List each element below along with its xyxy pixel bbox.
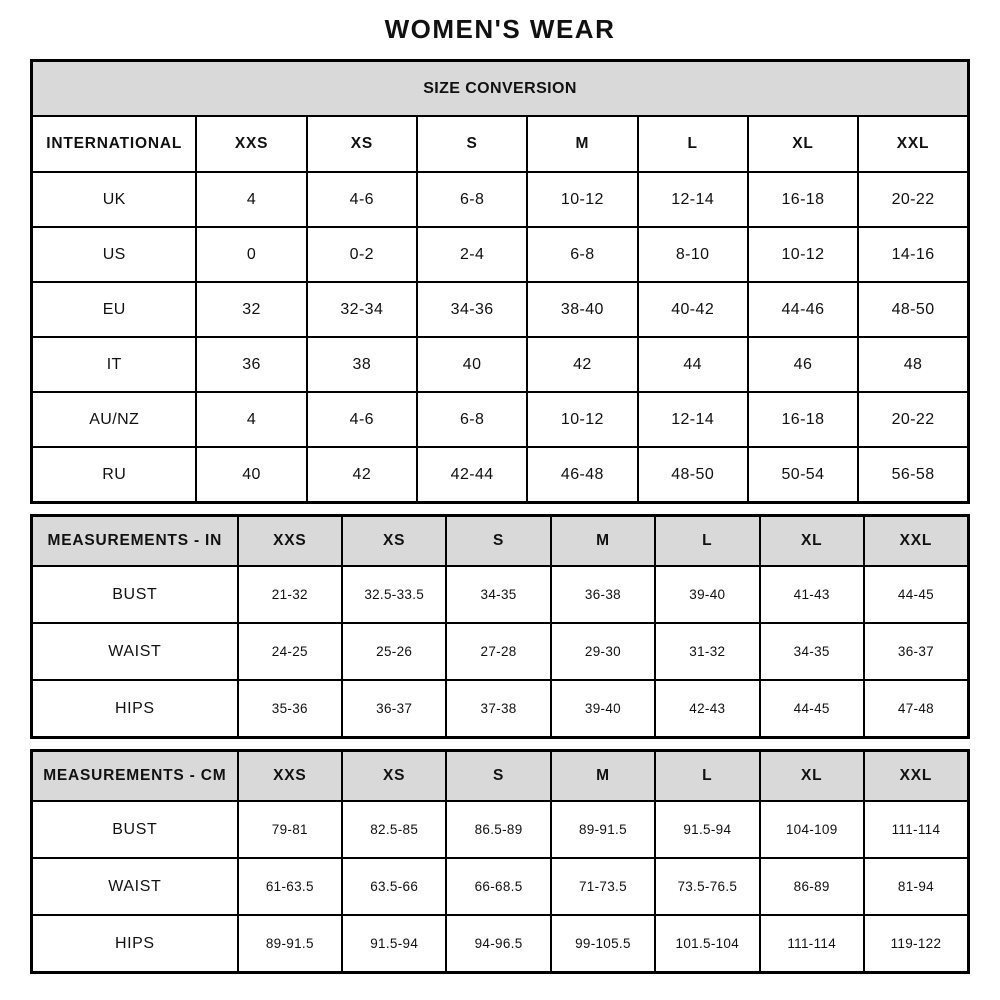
size-header-xl: XL [748,116,858,172]
table-cell: 36-37 [342,680,446,738]
table-cell: 104-109 [760,801,864,858]
table-cell: 10-12 [748,227,858,282]
row-label-bust: BUST [32,801,238,858]
table-cell: 101.5-104 [655,915,759,973]
table-cell: 4-6 [307,392,417,447]
table-cell: 39-40 [655,566,759,623]
table-cell: 40 [417,337,527,392]
table-cell: 40 [196,447,306,503]
table-cell: 61-63.5 [238,858,342,915]
table-cell: 48-50 [638,447,748,503]
table-caption-row [32,61,969,117]
table-row-hips [32,680,969,738]
table-cell: 4 [196,172,306,227]
table-header-row [32,116,969,172]
row-label-us: US [32,227,197,282]
size-header-m: M [527,116,637,172]
table-cell: 36 [196,337,306,392]
measurements-in-table [30,514,970,739]
table-cell: 4-6 [307,172,417,227]
size-header-xl: XL [760,751,864,802]
table-cell: 111-114 [864,801,969,858]
table-cell: 46 [748,337,858,392]
size-header-m: M [551,751,655,802]
table-cell: 42-43 [655,680,759,738]
row-label-aunz: AU/NZ [32,392,197,447]
row-label-waist: WAIST [32,858,238,915]
row-label-hips: HIPS [32,680,238,738]
table-cell: 0-2 [307,227,417,282]
table-cell: 2-4 [417,227,527,282]
row-label-hips: HIPS [32,915,238,973]
table-cell: 16-18 [748,172,858,227]
table-cell: 82.5-85 [342,801,446,858]
table-cell: 27-28 [446,623,550,680]
size-header-xxl: XXL [858,116,968,172]
size-header-xxs: XXS [238,516,342,567]
table-cell: 36-37 [864,623,969,680]
table-cell: 39-40 [551,680,655,738]
table-cell: 81-94 [864,858,969,915]
table-cell: 91.5-94 [655,801,759,858]
table-cell: 37-38 [446,680,550,738]
row-label-ru: RU [32,447,197,503]
table-cell: 20-22 [858,392,968,447]
table-cell: 111-114 [760,915,864,973]
size-header-s: S [446,516,550,567]
table-cell: 16-18 [748,392,858,447]
table-cell: 34-35 [760,623,864,680]
table-cell: 24-25 [238,623,342,680]
table-cell: 73.5-76.5 [655,858,759,915]
table-cell: 32-34 [307,282,417,337]
table-cell: 32.5-33.5 [342,566,446,623]
size-header-xxs: XXS [196,116,306,172]
row-label-bust: BUST [32,566,238,623]
table-cell: 6-8 [417,392,527,447]
size-conversion-title: SIZE CONVERSION [32,61,969,117]
table-cell: 48-50 [858,282,968,337]
table-cell: 99-105.5 [551,915,655,973]
table-cell: 12-14 [638,392,748,447]
size-conversion-table [30,59,970,504]
table-header-row [32,516,969,567]
table-cell: 56-58 [858,447,968,503]
size-header-l: L [655,516,759,567]
table-cell: 42-44 [417,447,527,503]
table-cell: 41-43 [760,566,864,623]
table-cell: 10-12 [527,172,637,227]
table-header-row [32,751,969,802]
size-header-s: S [446,751,550,802]
size-header-m: M [551,516,655,567]
size-header-xs: XS [342,751,446,802]
table-cell: 25-26 [342,623,446,680]
table-cell: 10-12 [527,392,637,447]
measurements-cm-title: MEASUREMENTS - CM [32,751,238,802]
table-row-us [32,227,969,282]
table-row-waist [32,858,969,915]
table-cell: 42 [527,337,637,392]
table-cell: 86-89 [760,858,864,915]
table-cell: 36-38 [551,566,655,623]
table-cell: 50-54 [748,447,858,503]
table-row-waist [32,623,969,680]
table-cell: 91.5-94 [342,915,446,973]
table-cell: 44-45 [760,680,864,738]
size-header-xxs: XXS [238,751,342,802]
size-header-xxl: XXL [864,516,969,567]
table-cell: 20-22 [858,172,968,227]
size-header-xl: XL [760,516,864,567]
table-cell: 94-96.5 [446,915,550,973]
table-cell: 12-14 [638,172,748,227]
table-cell: 44-46 [748,282,858,337]
table-cell: 71-73.5 [551,858,655,915]
table-cell: 34-35 [446,566,550,623]
table-cell: 79-81 [238,801,342,858]
size-header-s: S [417,116,527,172]
size-header-l: L [638,116,748,172]
table-row-ru [32,447,969,503]
row-label-eu: EU [32,282,197,337]
table-cell: 40-42 [638,282,748,337]
table-cell: 119-122 [864,915,969,973]
table-cell: 6-8 [527,227,637,282]
table-row-bust [32,801,969,858]
table-cell: 0 [196,227,306,282]
table-row-aunz [32,392,969,447]
table-cell: 6-8 [417,172,527,227]
page-title: WOMEN'S WEAR [384,14,616,44]
table-cell: 32 [196,282,306,337]
table-cell: 89-91.5 [238,915,342,973]
table-cell: 44-45 [864,566,969,623]
table-cell: 38 [307,337,417,392]
table-cell: 63.5-66 [342,858,446,915]
row-label-waist: WAIST [32,623,238,680]
table-cell: 14-16 [858,227,968,282]
table-cell: 29-30 [551,623,655,680]
table-cell: 42 [307,447,417,503]
size-header-l: L [655,751,759,802]
table-row-it [32,337,969,392]
table-cell: 46-48 [527,447,637,503]
table-row-uk [32,172,969,227]
measurements-in-title: MEASUREMENTS - IN [32,516,238,567]
table-cell: 31-32 [655,623,759,680]
table-row-eu [32,282,969,337]
table-row-hips [32,915,969,973]
row-label-uk: UK [32,172,197,227]
column-header-international: INTERNATIONAL [32,116,197,172]
table-cell: 89-91.5 [551,801,655,858]
table-cell: 47-48 [864,680,969,738]
table-cell: 44 [638,337,748,392]
table-cell: 35-36 [238,680,342,738]
table-cell: 38-40 [527,282,637,337]
table-cell: 8-10 [638,227,748,282]
table-cell: 86.5-89 [446,801,550,858]
size-header-xxl: XXL [864,751,969,802]
row-label-it: IT [32,337,197,392]
size-header-xs: XS [307,116,417,172]
table-cell: 48 [858,337,968,392]
table-cell: 21-32 [238,566,342,623]
table-cell: 34-36 [417,282,527,337]
table-cell: 4 [196,392,306,447]
size-header-xs: XS [342,516,446,567]
table-cell: 66-68.5 [446,858,550,915]
measurements-cm-table [30,749,970,974]
table-row-bust [32,566,969,623]
